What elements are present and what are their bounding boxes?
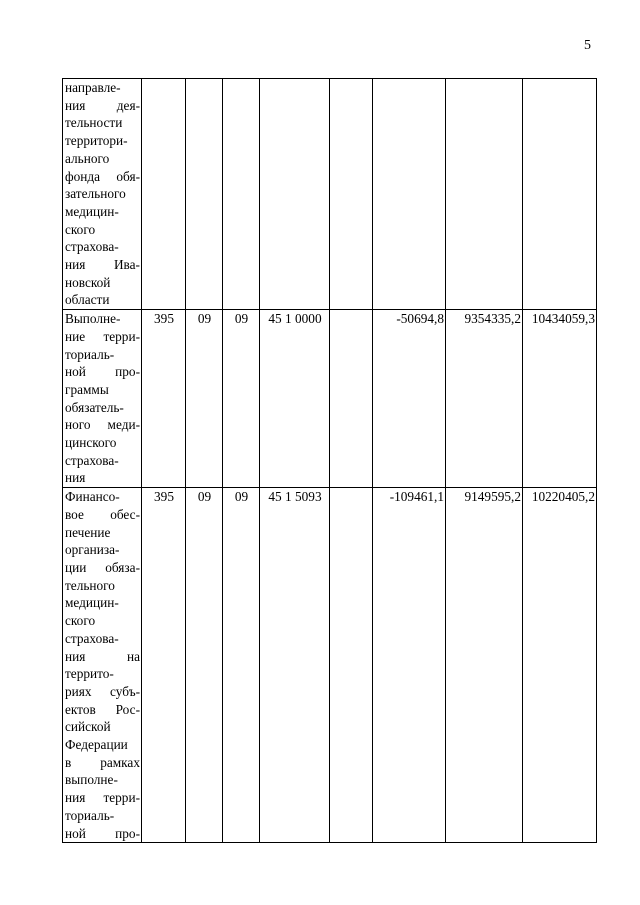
- item-name-line: Финансо-: [65, 489, 120, 505]
- item-name-cell: [63, 79, 142, 310]
- item-name-line: ния: [65, 470, 86, 486]
- section-code-cell: 09: [186, 488, 223, 843]
- change-amount-cell: -109461,1: [373, 488, 446, 843]
- item-name-line: граммы: [65, 381, 109, 397]
- expense-type-cell: [330, 488, 373, 843]
- item-name-line: риях субъ-: [65, 683, 140, 699]
- item-name-line: Федерации: [65, 737, 128, 753]
- amount-after-cell: 10434059,3: [523, 310, 597, 488]
- item-name-line: фонда обя-: [65, 168, 140, 184]
- admin-code-cell: 395: [142, 310, 186, 488]
- item-name-line: ториаль-: [65, 346, 115, 362]
- subsection-code-cell: [223, 79, 260, 310]
- target-code-cell: 45 1 0000: [260, 310, 330, 488]
- item-name-line: страхова-: [65, 630, 119, 646]
- change-amount-cell: -50694,8: [373, 310, 446, 488]
- item-name-line: печение: [65, 524, 111, 540]
- item-name-line: ского: [65, 613, 96, 629]
- item-name-line: сийской: [65, 719, 111, 735]
- item-name-line: ектов Рос-: [65, 701, 140, 717]
- item-name-line: ториаль-: [65, 807, 115, 823]
- item-name-line: ния терри-: [65, 790, 140, 806]
- target-code-cell: [260, 79, 330, 310]
- amount-before-cell: 9149595,2: [446, 488, 523, 843]
- item-name-line: зательного: [65, 186, 126, 202]
- amount-after-cell: [523, 79, 597, 310]
- item-name-line: тельного: [65, 577, 115, 593]
- item-name-line: ского: [65, 221, 96, 237]
- item-name-line: страхова-: [65, 452, 119, 468]
- change-amount-cell: [373, 79, 446, 310]
- item-name-line: медицин-: [65, 595, 119, 611]
- item-name-line: выполне-: [65, 772, 118, 788]
- amount-before-cell: [446, 79, 523, 310]
- item-name-line: страхова-: [65, 239, 119, 255]
- budget-table: [62, 78, 597, 843]
- admin-code-cell: [142, 79, 186, 310]
- item-name-line: ной про-: [65, 825, 140, 841]
- item-name-line: вое обес-: [65, 506, 140, 522]
- item-name-line: новской: [65, 274, 111, 290]
- item-name-line: в рамках: [65, 754, 140, 770]
- table-body: [63, 79, 597, 843]
- admin-code-cell: 395: [142, 488, 186, 843]
- expense-type-cell: [330, 79, 373, 310]
- table-row: [63, 79, 597, 310]
- item-name-line: области: [65, 292, 110, 308]
- item-name-line: ния дея-: [65, 97, 140, 113]
- item-name-line: ние терри-: [65, 328, 140, 344]
- expense-type-cell: [330, 310, 373, 488]
- section-code-cell: 09: [186, 310, 223, 488]
- item-name-line: ния на: [65, 648, 140, 664]
- item-name-cell: [63, 488, 142, 843]
- item-name-line: ния Ива-: [65, 257, 140, 273]
- item-name-cell: [63, 310, 142, 488]
- item-name-line: террито-: [65, 666, 114, 682]
- item-name-line: ального: [65, 150, 110, 166]
- amount-after-cell: 10220405,2: [523, 488, 597, 843]
- section-code-cell: [186, 79, 223, 310]
- page-number: 5: [584, 38, 591, 53]
- item-name-line: обязатель-: [65, 399, 124, 415]
- item-name-line: направле-: [65, 80, 121, 95]
- target-code-cell: 45 1 5093: [260, 488, 330, 843]
- item-name-line: организа-: [65, 542, 120, 558]
- item-name-line: ции обяза-: [65, 559, 140, 575]
- amount-before-cell: 9354335,2: [446, 310, 523, 488]
- table-row: [63, 310, 597, 488]
- item-name-line: ного меди-: [65, 417, 140, 433]
- item-name-line: ной про-: [65, 364, 140, 380]
- item-name-line: цинского: [65, 435, 117, 451]
- table-row: [63, 488, 597, 843]
- item-name-line: медицин-: [65, 203, 119, 219]
- item-name-line: территори-: [65, 133, 128, 149]
- subsection-code-cell: 09: [223, 488, 260, 843]
- item-name-line: тельности: [65, 115, 123, 131]
- subsection-code-cell: 09: [223, 310, 260, 488]
- item-name-line: Выполне-: [65, 311, 121, 327]
